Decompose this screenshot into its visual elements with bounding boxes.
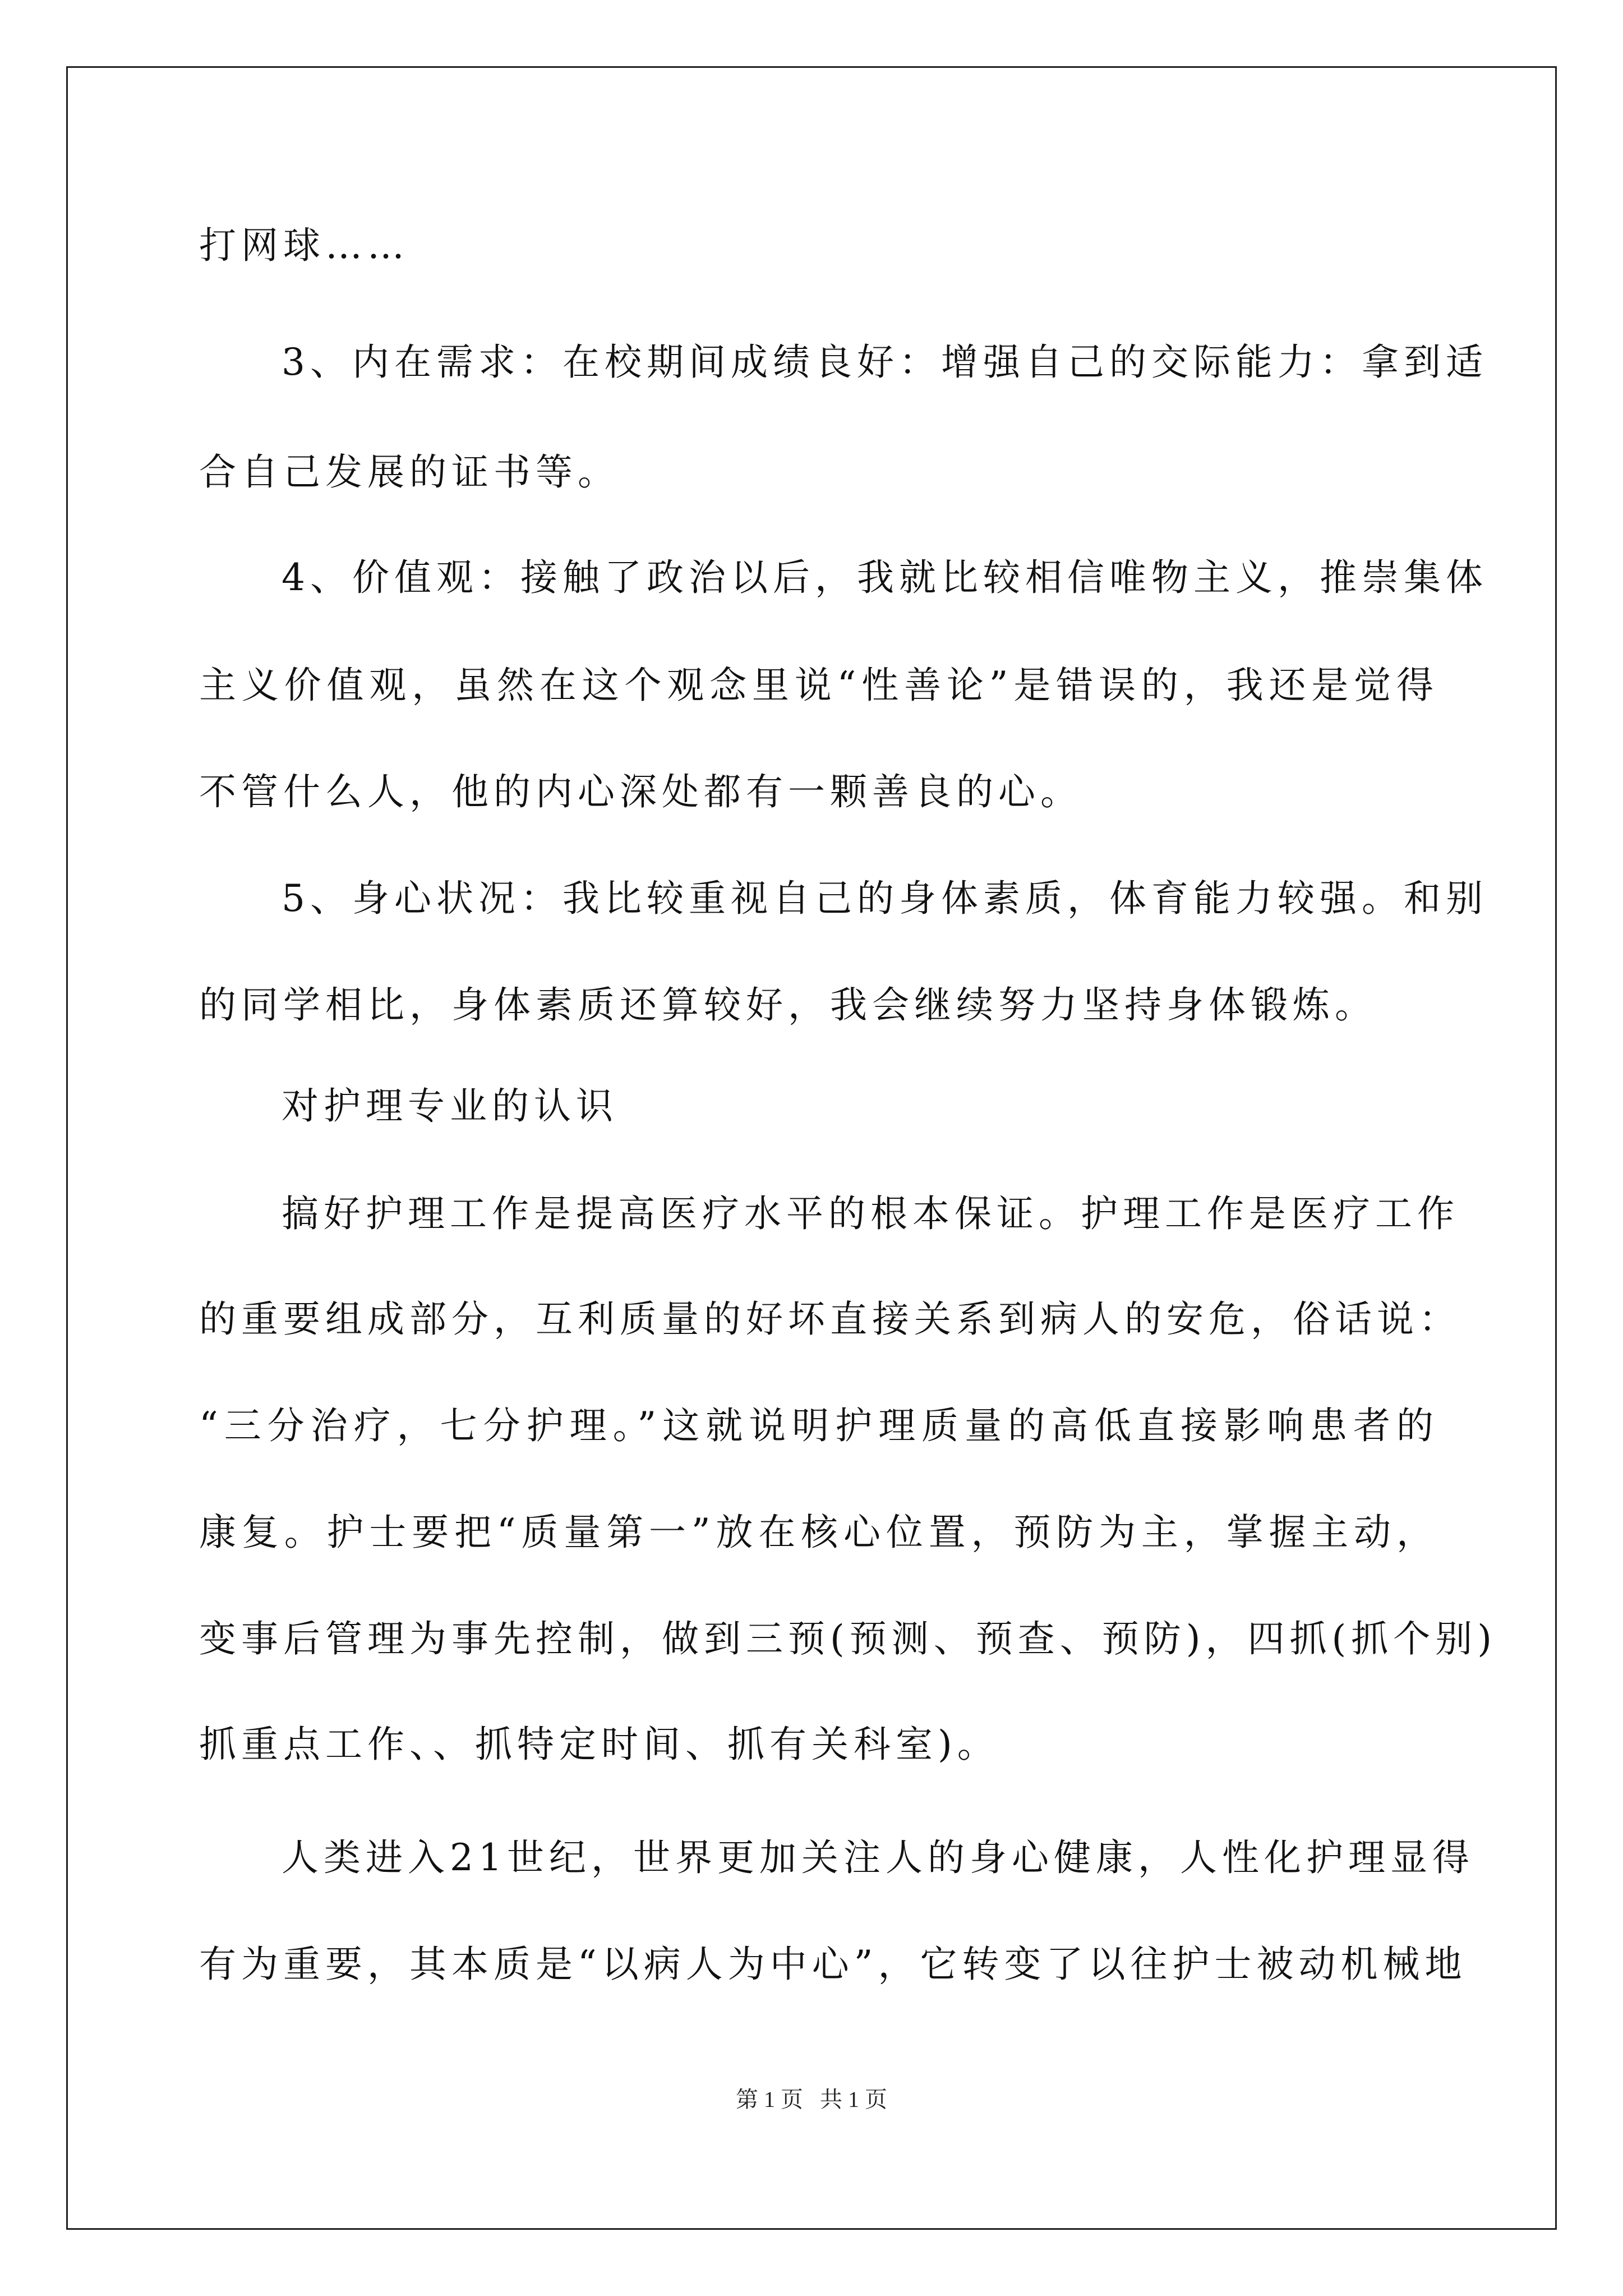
text-line: 合自己发展的证书等。 [199, 450, 620, 494]
text-line: 抓重点工作、、抓特定时间、抓有关科室)。 [199, 1723, 999, 1766]
text-line: 搞好护理工作是提高医疗水平的根本保证。护理工作是医疗工作 [282, 1192, 1459, 1235]
text-line: 的重要组成部分，互利质量的好坏直接关系到病人的安危，俗话说： [199, 1297, 1461, 1341]
text-line: 5、身心状况：我比较重视自己的身体素质，体育能力较强。和别 [282, 877, 1488, 920]
text-line: 的同学相比，身体素质还算较好，我会继续努力坚持身体锻炼。 [199, 983, 1377, 1027]
page-border [66, 66, 1557, 2230]
page-number: 第 1 页 共 1 页 [736, 2087, 887, 2112]
text-line: 3、内在需求：在校期间成绩良好：增强自己的交际能力：拿到适 [282, 341, 1488, 384]
text-line: 主义价值观，虽然在这个观念里说“性善论”是错误的，我还是觉得 [199, 664, 1438, 707]
text-line: 人类进入21世纪，世界更加关注人的身心健康，人性化护理显得 [282, 1836, 1474, 1879]
text-line: 打网球…… [199, 224, 409, 267]
page-footer [0, 2086, 1623, 2114]
text-line: 不管什么人，他的内心深处都有一颗善良的心。 [199, 770, 1082, 813]
text-line: 变事后管理为事先控制，做到三预(预测、预查、预防)，四抓(抓个别) [199, 1617, 1497, 1660]
text-line: “三分治疗，七分护理。”这就说明护理质量的高低直接影响患者的 [199, 1404, 1438, 1447]
text-line: 4、价值观：接触了政治以后，我就比较相信唯物主义，推崇集体 [282, 556, 1488, 599]
text-line: 康复。护士要把“质量第一”放在核心位置，预防为主，掌握主动， [199, 1511, 1438, 1554]
text-line: 有为重要，其本质是“以病人为中心”，它转变了以往护士被动机械地 [199, 1943, 1467, 1986]
section-heading: 对护理专业的认识 [282, 1084, 618, 1128]
